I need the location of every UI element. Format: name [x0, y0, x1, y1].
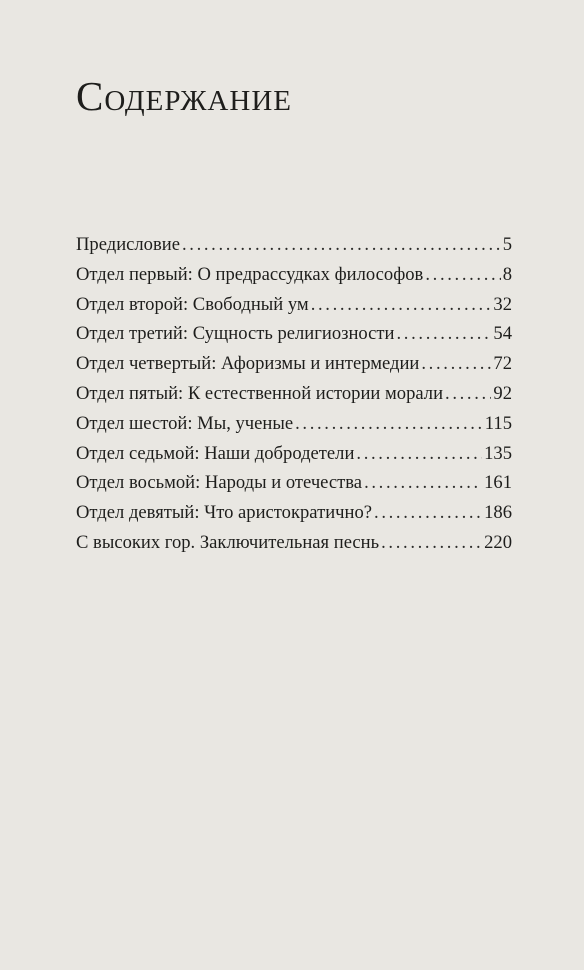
toc-entry-title: Отдел девятый: Что аристократично? — [76, 502, 373, 524]
toc-entry-title: С высоких гор. Заключительная песнь — [76, 531, 380, 553]
toc-entry-title: Отдел четвертый: Афоризмы и интермедии — [76, 353, 420, 375]
toc-entry-title: Отдел седьмой: Наши добродетели — [76, 442, 355, 464]
table-of-contents — [76, 230, 512, 558]
dot-leader — [425, 260, 500, 290]
toc-entry-title: Отдел пятый: К естественной истории морали — [76, 382, 444, 404]
toc-entry-page: 186 — [484, 502, 512, 524]
dot-leader — [295, 409, 483, 439]
dot-leader — [381, 528, 482, 558]
toc-entry-title: Отдел третий: Сущность религиозности — [76, 323, 395, 345]
toc-entry-title: Отдел первый: О предрассудках философов — [76, 263, 424, 285]
toc-entry-page: 32 — [493, 293, 512, 315]
dot-leader — [374, 498, 482, 528]
toc-entry-title: Отдел шестой: Мы, ученые — [76, 412, 294, 434]
dot-leader — [356, 439, 482, 469]
toc-entry-page: 5 — [502, 234, 512, 255]
toc-entry-page: 54 — [493, 323, 512, 345]
toc-entry-part-9 — [76, 498, 512, 528]
dot-leader — [182, 230, 501, 260]
toc-entry-title: Предисловие — [76, 234, 180, 255]
toc-entry-part-1 — [76, 260, 512, 290]
toc-entry-page: 72 — [493, 353, 512, 375]
dot-leader — [311, 290, 492, 320]
dot-leader — [397, 319, 492, 349]
toc-entry-epilogue — [76, 528, 512, 558]
toc-entry-part-7 — [76, 439, 512, 469]
toc-entry-preface — [76, 230, 512, 260]
dot-leader — [364, 468, 482, 498]
toc-entry-title: Отдел восьмой: Народы и отечества — [76, 472, 363, 494]
toc-entry-part-3 — [76, 319, 512, 349]
dot-leader — [445, 379, 491, 409]
toc-entry-part-5 — [76, 379, 512, 409]
toc-entry-part-4 — [76, 349, 512, 379]
toc-entry-title: Отдел второй: Свободный ум — [76, 293, 309, 315]
toc-entry-part-6 — [76, 409, 512, 439]
toc-entry-page: 161 — [484, 472, 512, 494]
dot-leader — [421, 349, 491, 379]
toc-entry-page: 8 — [502, 263, 512, 285]
toc-entry-page: 135 — [484, 442, 512, 464]
toc-entry-page: 220 — [484, 531, 512, 553]
toc-entry-page: 92 — [493, 382, 512, 404]
toc-entry-page: 115 — [484, 412, 512, 434]
toc-entry-part-8 — [76, 468, 512, 498]
toc-entry-part-2 — [76, 290, 512, 320]
page-title: Содержание — [76, 73, 292, 119]
